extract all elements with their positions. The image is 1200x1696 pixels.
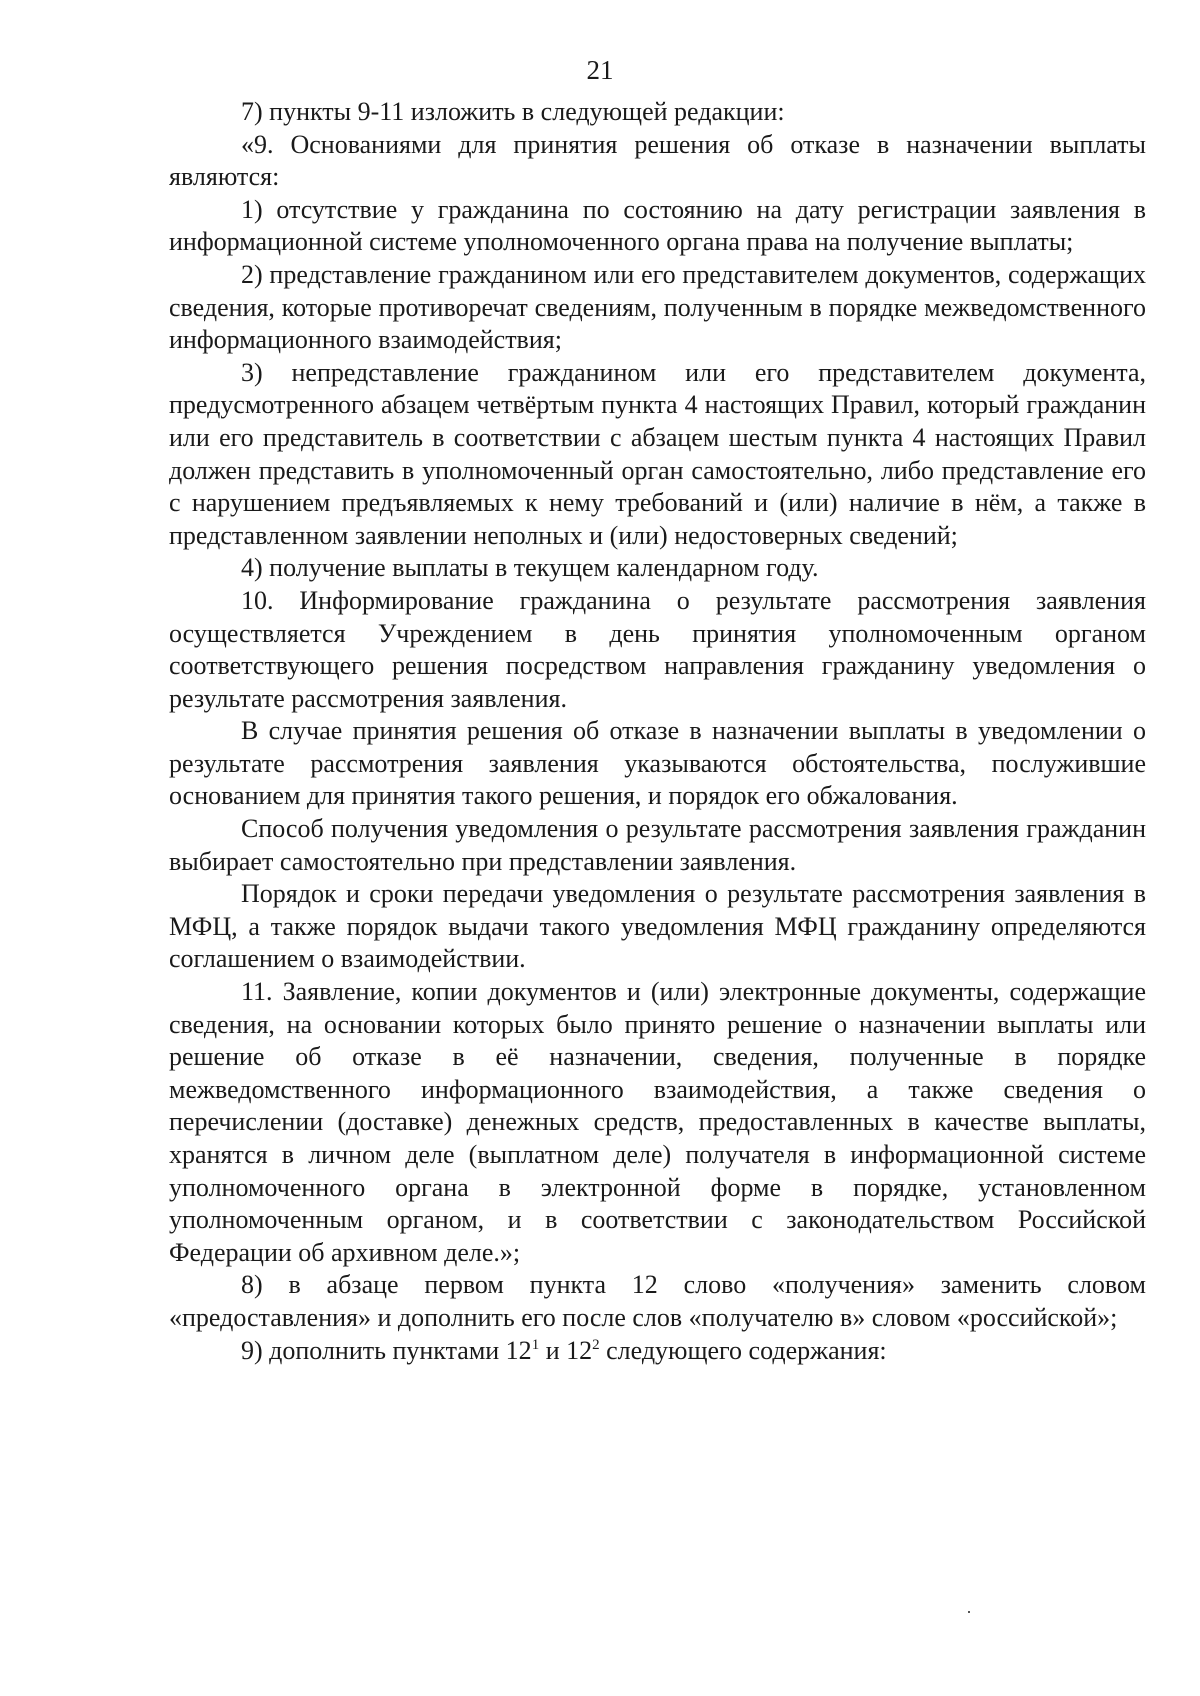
document-body xyxy=(169,96,1146,1367)
paragraph-subpoint-2: 2) представление гражданином или его представителем документов, содержащих сведения, которые противоречат сведениям, полученным в порядке межведомственного информационного взаимодействия; xyxy=(169,259,1146,355)
paragraph-subpoint-4: 4) получение выплаты в текущем календарном году. xyxy=(241,553,819,583)
page-number: 21 xyxy=(586,55,614,85)
item-9-text-end: следующего содержания: xyxy=(599,1335,887,1365)
item-9-text-start: 9) дополнить пунктами 12 xyxy=(241,1335,532,1365)
paragraph-point-11: 11. Заявление, копии документов и (или) электронные документы, содержащие сведения, на основании которых было принято решение о назначении выплаты или решение об отказе в её назначении, сведения, полученные в порядке межведомственного информационного взаимодействия, а также сведения о перечислении (доставке) денежных средств, предоставленных в качестве выплаты, хранятся в личном деле (выплатном деле) получателя в информационной системе уполномоченного органа в электронной форме в порядке, установленном уполномоченным органом, и в соответствии с законодательством Российской Федерации об архивном деле.»; xyxy=(169,977,1146,1267)
paragraph-item-7: 7) пункты 9-11 изложить в следующей редакции: xyxy=(241,97,785,126)
paragraph-refusal-case: В случае принятия решения об отказе в назначении выплаты в уведомлении о результате рассмотрения заявления указываются обстоятельства, послужившие основанием для принятия такого решения, и порядок его обжалования. xyxy=(169,716,1146,811)
paragraph-point-9: «9. Основаниями для принятия решения об отказе в назначении выплаты являются: xyxy=(169,129,1146,192)
paragraph-point-10: 10. Информирование гражданина о результате рассмотрения заявления осуществляется Учреждением в день принятия уполномоченным органом соответствующего решения посредством направления гражданину уведомления о результате рассмотрения заявления. xyxy=(169,585,1146,713)
paragraph-notification-method: Способ получения уведомления о результате рассмотрения заявления гражданин выбирает самостоятельно при представлении заявления. xyxy=(169,814,1146,876)
paragraph-subpoint-1: 1) отсутствие у гражданина по состоянию на дату регистрации заявления в информационной системе уполномоченного органа права на получение выплаты; xyxy=(169,194,1146,257)
item-9-text-middle: и 12 xyxy=(539,1335,593,1365)
paragraph-mfc-procedure: Порядок и сроки передачи уведомления о результате рассмотрения заявления в МФЦ, а также порядок выдачи такого уведомления МФЦ гражданину определяются соглашением о взаимодействии. xyxy=(169,879,1146,974)
paragraph-item-9 xyxy=(169,1335,1146,1368)
superscript-1: 1 xyxy=(531,1336,540,1353)
superscript-2: 2 xyxy=(592,1336,600,1353)
paragraph-subpoint-3: 3) непредставление гражданином или его представителем документа, предусмотренного абзацем четвёртым пункта 4 настоящих Правил, который гражданин или его представитель в соответствии с абзацем шестым пункта 4 настоящих Правил должен представить в уполномоченный орган самостоятельно, либо представление его с нарушением предъявляемых к нему требований и (или) наличие в нём, а также в представленном заявлении неполных и (или) недостоверных сведений; xyxy=(169,357,1146,550)
scan-speck xyxy=(968,1611,970,1613)
paragraph-item-8: 8) в абзаце первом пункта 12 слово «получения» заменить словом «предоставления» и дополнить его после слов «получателю в» словом «российской»; xyxy=(169,1270,1146,1332)
